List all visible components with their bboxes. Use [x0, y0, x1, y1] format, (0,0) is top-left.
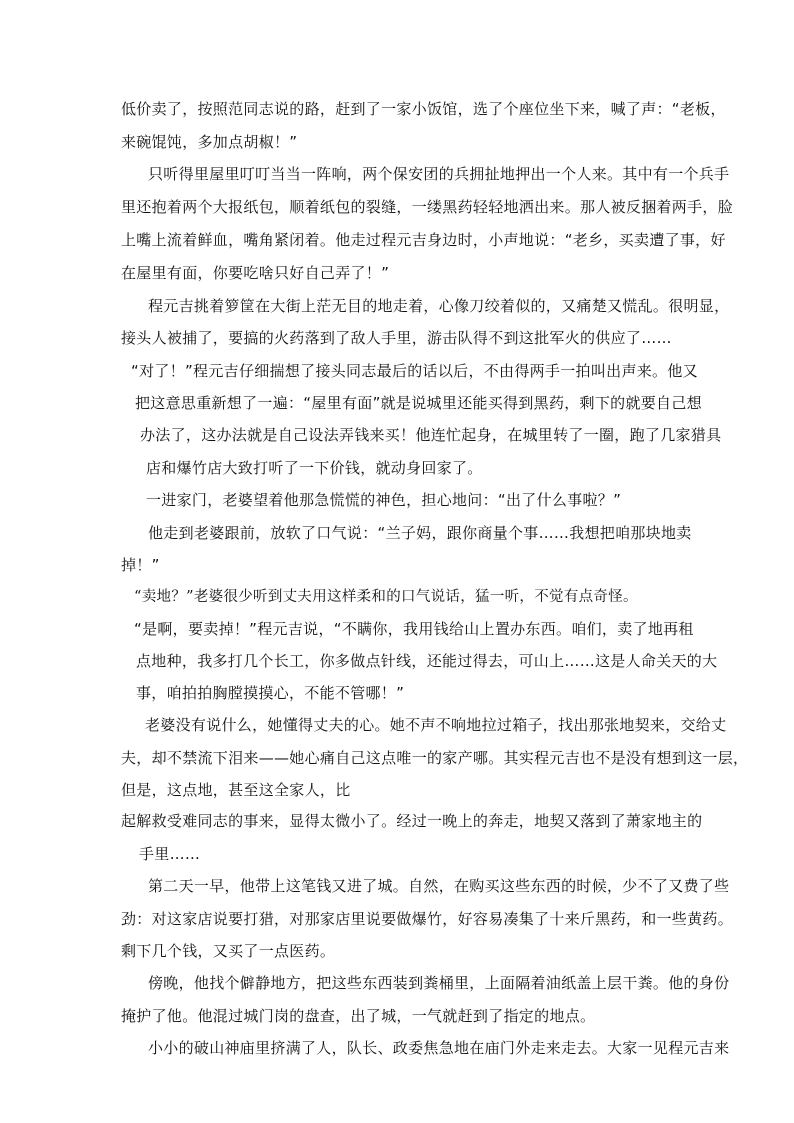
text-line: 第二天一早，他带上这笔钱又进了城。自然，在购买这些东西的时候，少不了又费了些	[148, 877, 730, 895]
text-line: 把这意思重新想了一遍：“屋里有面”就是说城里还能买得到黑药，剩下的就要自己想	[135, 394, 702, 412]
text-line: 但是，这点地，甚至这全家人，比	[121, 781, 351, 799]
text-line: 老婆没有说什么，她懂得丈夫的心。她不声不响地拉过箱子，找出那张地契来，交给丈	[145, 716, 727, 734]
text-line: 掩护了他。他混过城门岗的盘查，出了城，一气就赶到了指定的地点。	[121, 1007, 596, 1025]
text-line: 接头人被捕了，要搞的火药落到了敌人手里，游击队得不到这批军火的供应了……	[121, 329, 672, 347]
text-line: 一进家门，老婆望着他那急慌慌的神色，担心地问：“出了什么事啦？”	[146, 491, 622, 509]
text-line: 程元吉挑着箩筐在大街上茫无目的地走着，心像刀绞着似的，又痛楚又慌乱。很明显，	[148, 297, 730, 315]
text-line: 店和爆竹店大致打听了一下价钱，就动身回家了。	[146, 459, 483, 477]
text-line: 小小的破山神庙里挤满了人，队长、政委焦急地在庙门外走来走去。大家一见程元吉来	[148, 1039, 730, 1057]
text-line: 里还抱着两个大报纸包，顺着纸包的裂缝，一缕黑药轻轻地洒出来。那人被反捆着两手，脸	[121, 198, 734, 216]
text-line: “卖地？”老婆很少听到丈夫用这样柔和的口气说话，猛一听，不觉有点奇怪。	[134, 589, 638, 605]
text-line: 掉！”	[121, 556, 160, 574]
text-line: 事，咱拍拍胸膛摸摸心，不能不管哪！”	[136, 684, 405, 702]
text-line: 上嘴上流着鲜血，嘴角紧闭着。他走过程元吉身边时，小声地说：“老乡，买卖遭了事，好	[121, 231, 726, 249]
text-line: 剩下几个钱，又买了一点医药。	[121, 942, 336, 960]
text-line: 起解救受难同志的事来，显得太微小了。经过一晚上的奔走，地契又落到了萧家地主的	[121, 812, 703, 830]
text-line: 傍晚，他找个僻静地方，把这些东西装到粪桶里，上面隔着油纸盖上层干粪。他的身份	[148, 974, 730, 992]
text-line: 手里……	[139, 845, 201, 863]
text-line: 劲：对这家店说要打猎，对那家店里说要做爆竹，好容易凑集了十来斤黑药，和一些黄药。	[121, 910, 734, 928]
text-line: 夫，却不禁流下泪来——她心痛自己这点唯一的家产哪。其实程元吉也不是没有想到这一层，	[121, 749, 749, 767]
text-line: 来碗馄饨，多加点胡椒！”	[121, 133, 298, 151]
text-line: 低价卖了，按照范同志说的路，赶到了一家小饭馆，选了个座位坐下来，喊了声：“老板，	[121, 100, 726, 118]
text-line: “是啊，要卖掉！”程元吉说，“不瞒你，我用钱给山上置办东西。咱们，卖了地再租	[134, 620, 694, 638]
text-line: 只听得里屋里叮叮当当一阵响，两个保安团的兵拥扯地押出一个人来。其中有一个兵手	[148, 165, 730, 183]
text-line: 办法了，这办法就是自己设法弄钱来买！他连忙起身，在城里转了一圈，跑了几家猎具	[140, 426, 722, 444]
text-line: 在屋里有面，你要吃啥只好自己弄了！”	[121, 264, 390, 282]
text-line: “对了！”程元吉仔细揣想了接头同志最后的话以后，不由得两手一拍叫出声来。他又	[131, 362, 698, 380]
text-line: 点地种，我多打几个长工，你多做点针线，还能过得去，可山上……这是人命关天的大	[136, 652, 718, 670]
text-line: 他走到老婆跟前，放软了口气说：“兰子妈，跟你商量个事……我想把咱那块地卖	[148, 524, 692, 542]
